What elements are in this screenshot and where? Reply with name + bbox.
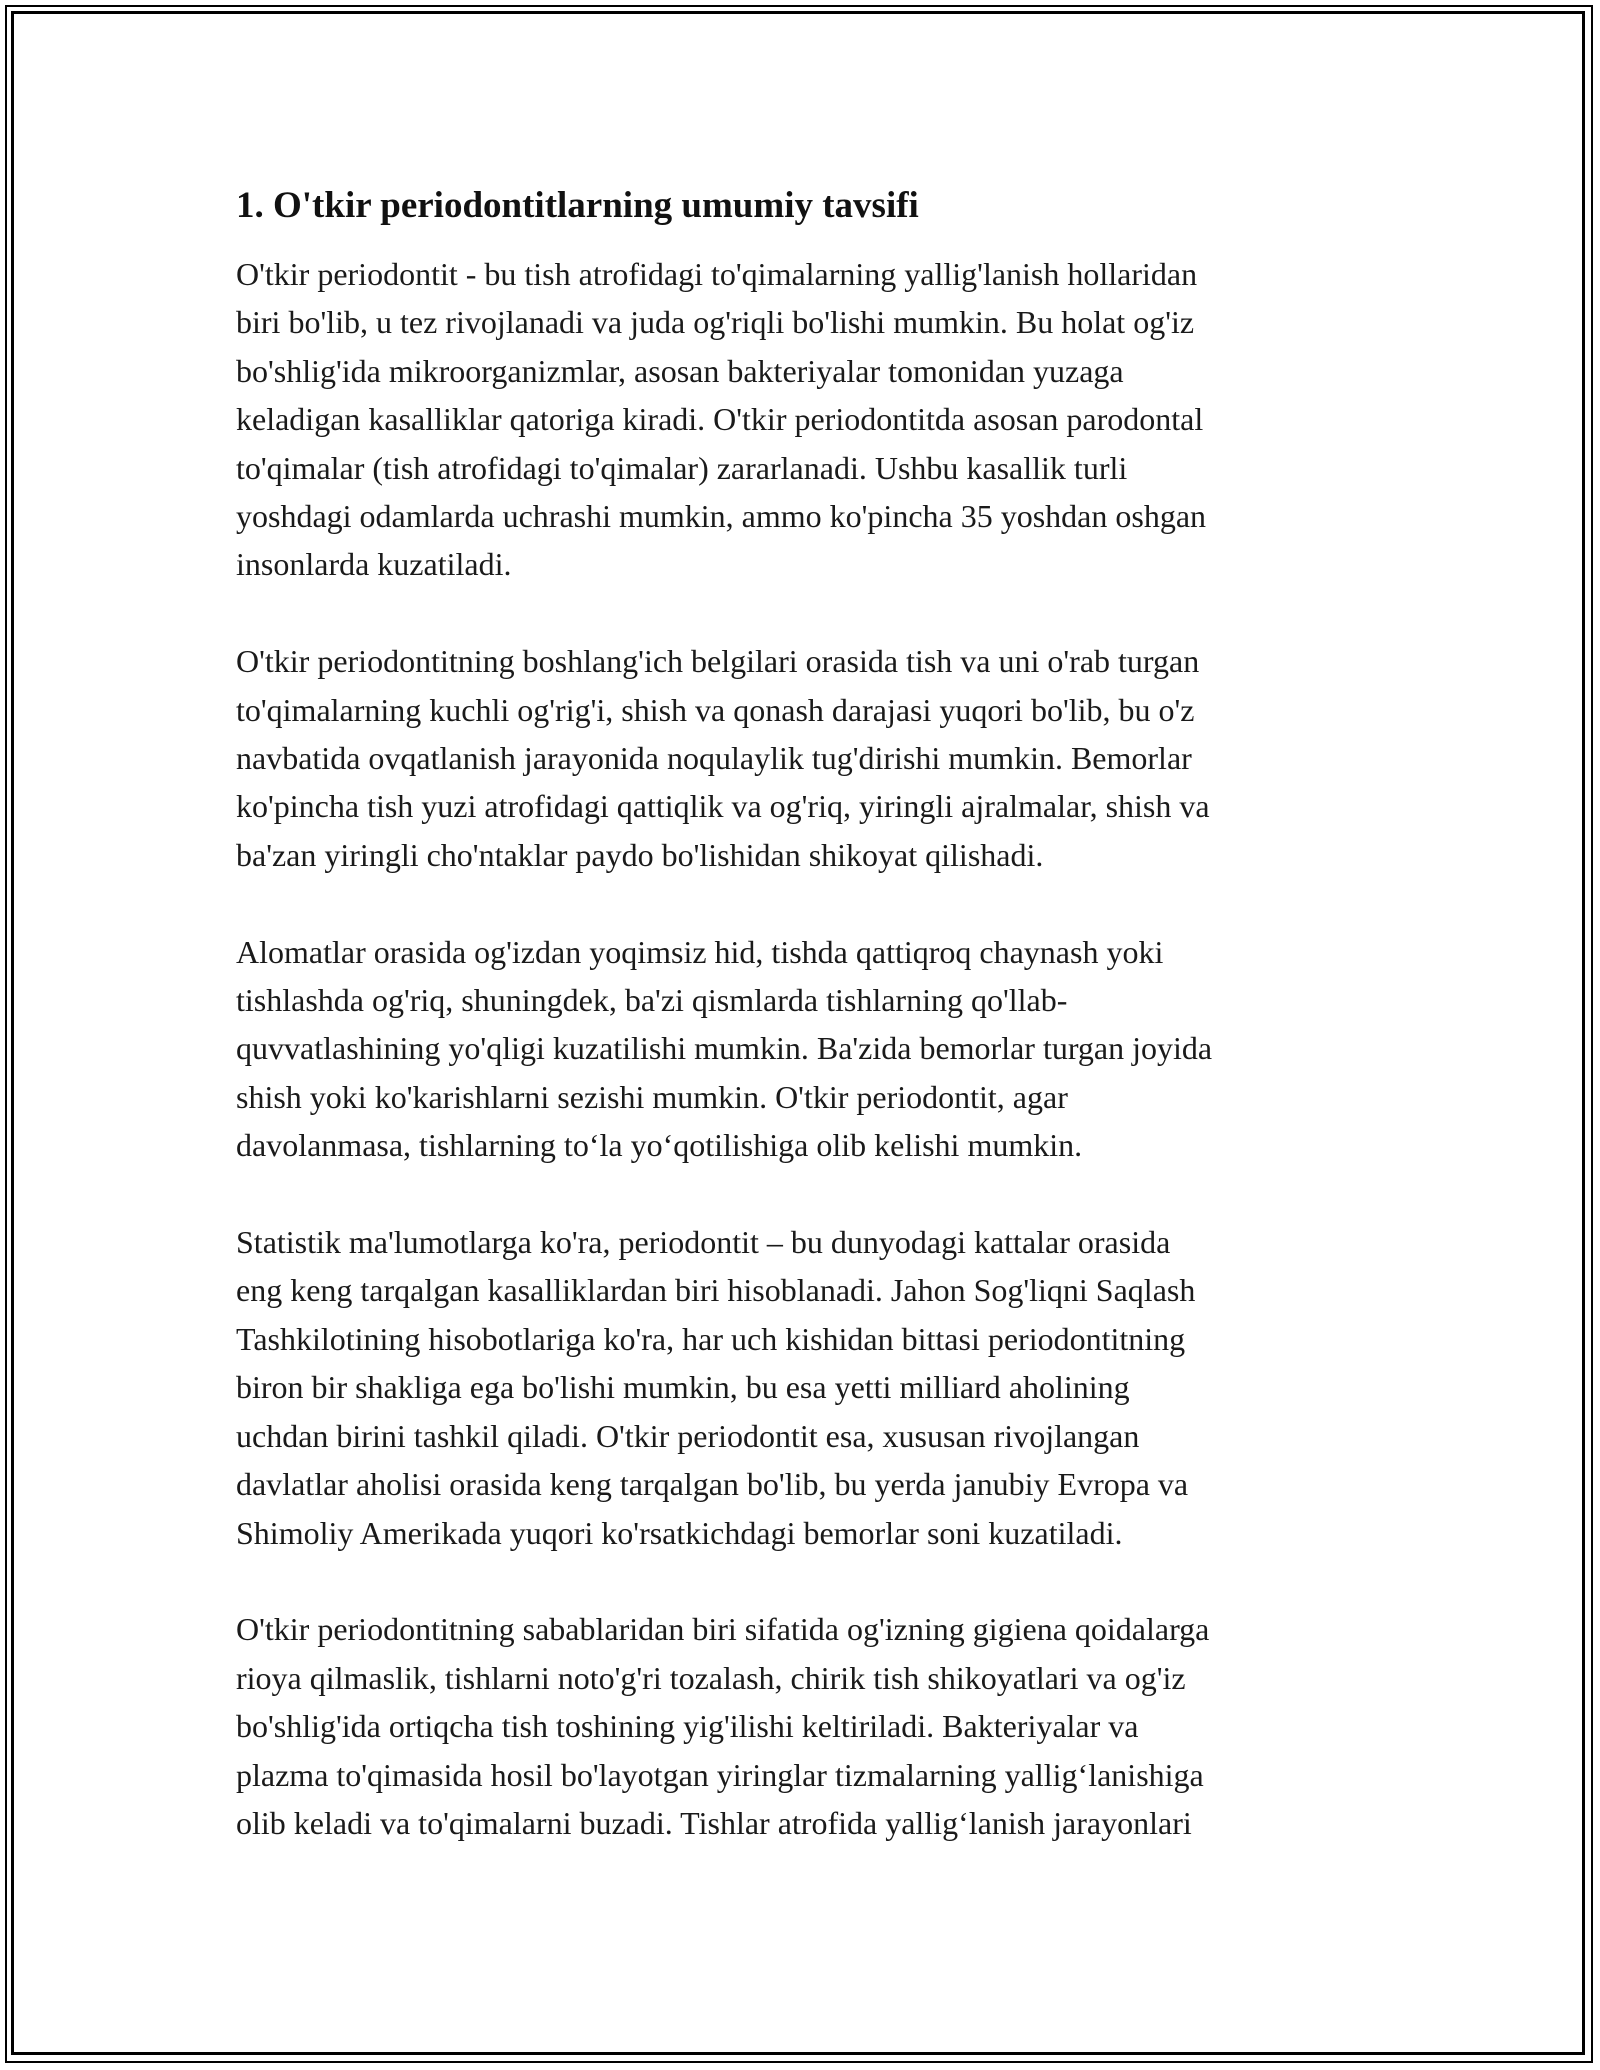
text-line: rioya qilmaslik, tishlarni noto'g'ri tozalash, chirik tish shikoyatlari va og'iz: [236, 1659, 1186, 1696]
paragraph-3: [236, 928, 1366, 1170]
text-line: yoshdagi odamlarda uchrashi mumkin, ammo ko'pincha 35 yoshdan oshgan: [236, 498, 1207, 535]
text-line: bo'shlig'ida ortiqcha tish toshining yig'ilishi keltiriladi. Bakteriyalar va: [236, 1708, 1139, 1745]
paragraph-4: [236, 1218, 1366, 1557]
text-line: biron bir shakliga ega bo'lishi mumkin, bu esa yetti milliard aholining: [236, 1369, 1130, 1406]
text-line: keladigan kasalliklar qatoriga kiradi. O'tkir periodontitda asosan parodontal: [236, 401, 1204, 438]
text-line: quvvatlashining yo'qligi kuzatilishi mumkin. Ba'zida bemorlar turgan joyida: [236, 1030, 1213, 1067]
text-line: shish yoki ko'karishlarni sezishi mumkin. O'tkir periodontit, agar: [236, 1078, 1068, 1115]
paragraph-5: [236, 1605, 1366, 1847]
text-line: olib keladi va to'qimalarni buzadi. Tishlar atrofida yallig‘lanish jarayonlari: [236, 1804, 1192, 1841]
text-line: eng keng tarqalgan kasalliklardan biri hisoblanadi. Jahon Sog'liqni Saqlash: [236, 1272, 1196, 1309]
paragraph-1: [236, 250, 1366, 589]
text-line: O'tkir periodontitning boshlang'ich belgilari orasida tish va uni o'rab turgan: [236, 643, 1200, 680]
text-line: insonlarda kuzatiladi.: [236, 546, 512, 583]
text-line: to'qimalar (tish atrofidagi to'qimalar) zararlanadi. Ushbu kasallik turli: [236, 449, 1128, 486]
text-line: uchdan birini tashkil qiladi. O'tkir periodontit esa, xususan rivojlangan: [236, 1417, 1140, 1454]
text-line: ko'pincha tish yuzi atrofidagi qattiqlik va og'riq, yiringli ajralmalar, shish va: [236, 788, 1210, 825]
text-line: navbatida ovqatlanish jarayonida noqulaylik tug'dirishi mumkin. Bemorlar: [236, 740, 1192, 777]
text-line: bo'shlig'ida mikroorganizmlar, asosan bakteriyalar tomonidan yuzaga: [236, 352, 1124, 389]
text-line: ba'zan yiringli cho'ntaklar paydo bo'lishidan shikoyat qilishadi.: [236, 836, 1044, 873]
text-line: Statistik ma'lumotlarga ko'ra, periodontit – bu dunyodagi kattalar orasida: [236, 1224, 1171, 1261]
section-heading: 1. O'tkir periodontitlarning umumiy tavsifi: [236, 185, 919, 226]
text-line: Tashkilotining hisobotlariga ko'ra, har uch kishidan bittasi periodontitning: [236, 1320, 1186, 1357]
text-line: Alomatlar orasida og'izdan yoqimsiz hid, tishda qattiqroq chaynash yoki: [236, 933, 1164, 970]
text-line: davolanmasa, tishlarning to‘la yo‘qotilishiga olib kelishi mumkin.: [236, 1127, 1083, 1164]
document-body: [236, 182, 1366, 1896]
text-line: Shimoliy Amerikada yuqori ko'rsatkichdagi bemorlar soni kuzatiladi.: [236, 1514, 1123, 1551]
text-line: tishlashda og'riq, shuningdek, ba'zi qismlarda tishlarning qo'llab-: [236, 982, 1068, 1019]
text-line: biri bo'lib, u tez rivojlanadi va juda og'riqli bo'lishi mumkin. Bu holat og'iz: [236, 304, 1195, 341]
text-line: plazma to'qimasida hosil bo'layotgan yiringlar tizmalarning yallig‘lanishiga: [236, 1756, 1204, 1793]
text-line: to'qimalarning kuchli og'rig'i, shish va qonash darajasi yuqori bo'lib, bu o'z: [236, 691, 1195, 728]
text-line: O'tkir periodontit - bu tish atrofidagi to'qimalarning yallig'lanish hollaridan: [236, 256, 1198, 292]
text-line: davlatlar aholisi orasida keng tarqalgan bo'lib, bu yerda janubiy Evropa va: [236, 1466, 1189, 1503]
text-line: O'tkir periodontitning sabablaridan biri sifatida og'izning gigiena qoidalarga: [236, 1611, 1210, 1648]
paragraph-2: [236, 637, 1366, 879]
